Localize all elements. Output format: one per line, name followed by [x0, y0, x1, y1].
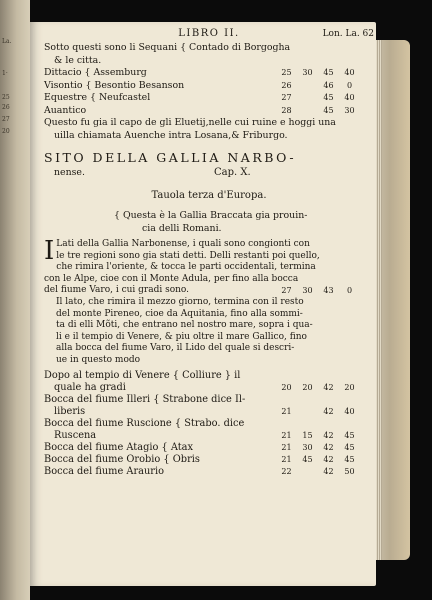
- lat-minutes: 50: [344, 466, 355, 476]
- paragraph-line: ue in questo modo: [56, 354, 141, 365]
- entry-row: [44, 418, 374, 430]
- entry-text: quale ha gradi: [54, 381, 126, 393]
- lat-degrees: 42: [323, 430, 334, 440]
- body-paragraph: [44, 236, 374, 367]
- coordinates: [276, 466, 374, 479]
- page-content: [44, 28, 374, 478]
- entry-text: Bocca del fiume Araurio: [44, 465, 165, 477]
- lat-minutes: 20: [344, 382, 355, 392]
- entry-text: liberis: [54, 405, 86, 417]
- section-subtitle-row: [44, 167, 374, 180]
- chapter-label: Cap. X.: [214, 167, 251, 178]
- section-title: SITO DELLA GALLIA NARBO-: [44, 150, 297, 165]
- lat-degrees: 42: [323, 406, 334, 416]
- facing-page-text: 1·: [2, 70, 8, 77]
- lon-minutes: [297, 105, 318, 118]
- lat-degrees: 45: [323, 68, 334, 77]
- drop-capital: I: [44, 236, 55, 266]
- coordinates: [276, 454, 374, 467]
- coordinates: [276, 67, 374, 80]
- entry-row: [44, 430, 374, 442]
- lat-degrees: 42: [323, 454, 334, 464]
- lat-minutes: 45: [344, 454, 355, 464]
- lon-degrees: 28: [281, 105, 292, 115]
- lon-degrees: 25: [281, 68, 292, 77]
- coast-entries: [44, 370, 374, 478]
- facing-page-text: La.: [2, 38, 12, 45]
- top-entries: [44, 42, 374, 142]
- coordinates: [276, 105, 374, 118]
- lon-minutes: 45: [302, 454, 313, 464]
- entry-row: [44, 370, 374, 382]
- lat-degrees: 46: [323, 80, 334, 90]
- facing-page-edge: [0, 0, 30, 600]
- lon-degrees: 27: [281, 93, 292, 102]
- entry-text: & le citta.: [54, 54, 102, 66]
- book-page: [30, 22, 376, 586]
- entry-text: Ruscena: [54, 429, 97, 441]
- entry-row: [44, 382, 374, 394]
- entry-row: [44, 105, 374, 118]
- lat-minutes: 40: [344, 68, 355, 77]
- lon-degrees: 22: [281, 466, 292, 476]
- paragraph-line: Il lato, che rimira il mezzo giorno, termina con il resto: [56, 296, 304, 307]
- table-caption: Tauola terza d'Europa.: [151, 190, 267, 201]
- coordinates: [276, 92, 374, 105]
- lat-degrees: 42: [323, 382, 334, 392]
- lon-minutes: 30: [302, 68, 313, 77]
- lon-minutes: [297, 466, 318, 479]
- intro-line: { Questa è la Gallia Braccata gia prouin-: [114, 210, 308, 221]
- entry-text: Sotto questi sono li Sequani { Contado di Borgogha: [44, 42, 291, 53]
- entry-text: Equestre { Neufcastel: [44, 92, 151, 103]
- paragraph-line: che rimira l'oriente, & tocca le parti occidentali, termina: [56, 262, 316, 273]
- entry-row: [44, 67, 374, 80]
- entry-row: [44, 394, 374, 406]
- page-block-edge: [376, 40, 410, 560]
- paragraph-line: ta di elli Mõti, che entrano nel nostro mare, sopra i qua-: [56, 320, 313, 331]
- lat-minutes: 30: [344, 105, 355, 115]
- entry-row: [44, 92, 374, 105]
- entry-text: Visontio { Besontio Besanson: [44, 79, 185, 91]
- entry-text: Bocca del fiume Ruscione { Strabo. dice: [44, 417, 245, 429]
- intro-line: cia delli Romani.: [142, 222, 222, 234]
- entry-text: Auantico: [44, 104, 87, 116]
- entry-text: Bocca del fiume Orobio { Obris: [44, 453, 200, 465]
- lat-degrees: 45: [323, 93, 334, 102]
- lat-minutes: 45: [344, 430, 355, 440]
- lat-degrees: 45: [323, 105, 334, 115]
- lon-degrees: 21: [281, 406, 292, 416]
- entry-text: Bocca del fiume Illeri { Strabone dice Il-: [44, 393, 246, 405]
- lon-minutes: [297, 92, 318, 105]
- entry-row: [44, 442, 374, 454]
- lon-degrees: 26: [281, 80, 292, 90]
- lon-minutes: 15: [302, 430, 313, 440]
- running-header: [44, 28, 374, 42]
- coordinates: [276, 442, 374, 455]
- note-line: Questo fu gia il capo de gli Eluetij,nelle cui ruine e hoggi una: [44, 117, 336, 128]
- lon-degrees: 27: [281, 286, 292, 296]
- paragraph-line: con le Alpe, cioe con il Monte Adula, per fino alla bocca: [44, 273, 299, 284]
- column-labels: Lon. La. 62: [322, 29, 374, 39]
- entry-row: [44, 80, 374, 93]
- coordinates: [276, 430, 374, 443]
- lat-minutes: 45: [344, 442, 355, 452]
- running-title: LIBRO II.: [178, 28, 240, 39]
- entry-row: [44, 454, 374, 466]
- lon-degrees: 20: [281, 382, 292, 392]
- lat-minutes: 0: [346, 80, 353, 90]
- entry-text: Bocca del fiume Atagio { Atax: [44, 441, 194, 453]
- coordinates: [276, 406, 374, 419]
- paragraph-line: alla bocca del fiume Varo, il Lido del quale si descri-: [56, 343, 295, 354]
- coordinates: [276, 80, 374, 93]
- lon-minutes: [297, 406, 318, 419]
- lat-minutes: 0: [346, 286, 353, 296]
- facing-page-text: 25: [2, 94, 10, 101]
- lat-minutes: 40: [344, 406, 355, 416]
- entry-row: [44, 406, 374, 418]
- entry-row: [44, 285, 374, 297]
- note-line: uilla chiamata Auenche intra Losana,& Friburgo.: [54, 129, 288, 141]
- entry-row: [44, 466, 374, 478]
- lat-degrees: 42: [323, 442, 334, 452]
- section-subtitle: nense.: [54, 167, 85, 178]
- coordinates: [276, 382, 374, 395]
- entry-text: Dittacio { Assemburg: [44, 67, 147, 78]
- facing-page-text: 20: [2, 128, 10, 135]
- lat-degrees: 42: [323, 466, 334, 476]
- lon-degrees: 21: [281, 430, 292, 440]
- lon-degrees: 21: [281, 442, 292, 452]
- lon-minutes: [297, 80, 318, 93]
- lat-minutes: 40: [344, 93, 355, 102]
- lon-minutes: 30: [302, 286, 313, 296]
- paragraph-line: li e il tempio di Venere, & piu oltre il mare Gallico, fino: [56, 331, 307, 342]
- lon-minutes: 30: [302, 442, 313, 452]
- facing-page-text: 26: [2, 104, 10, 111]
- lon-minutes: 20: [302, 382, 313, 392]
- lon-degrees: 21: [281, 454, 292, 464]
- paragraph-line: del fiume Varo, i cui gradi sono.: [44, 285, 190, 296]
- paragraph-line: Lati della Gallia Narbonense, i quali sono congionti con: [56, 239, 310, 249]
- entry-row: [44, 55, 374, 68]
- facing-page-text: 27: [2, 116, 10, 123]
- paragraph-line: del monte Pireneo, cioe da Aquitania, fino alla sommi-: [56, 308, 303, 319]
- entry-text: Dopo al tempio di Venere { Colliure } il: [44, 369, 241, 381]
- intro-block: [44, 210, 374, 235]
- paragraph-line: le tre regioni sono gia stati detti. Delli restanti poi quello,: [56, 250, 320, 261]
- lat-degrees: 43: [323, 286, 334, 296]
- entry-row: [44, 42, 374, 55]
- coordinates: [276, 285, 374, 297]
